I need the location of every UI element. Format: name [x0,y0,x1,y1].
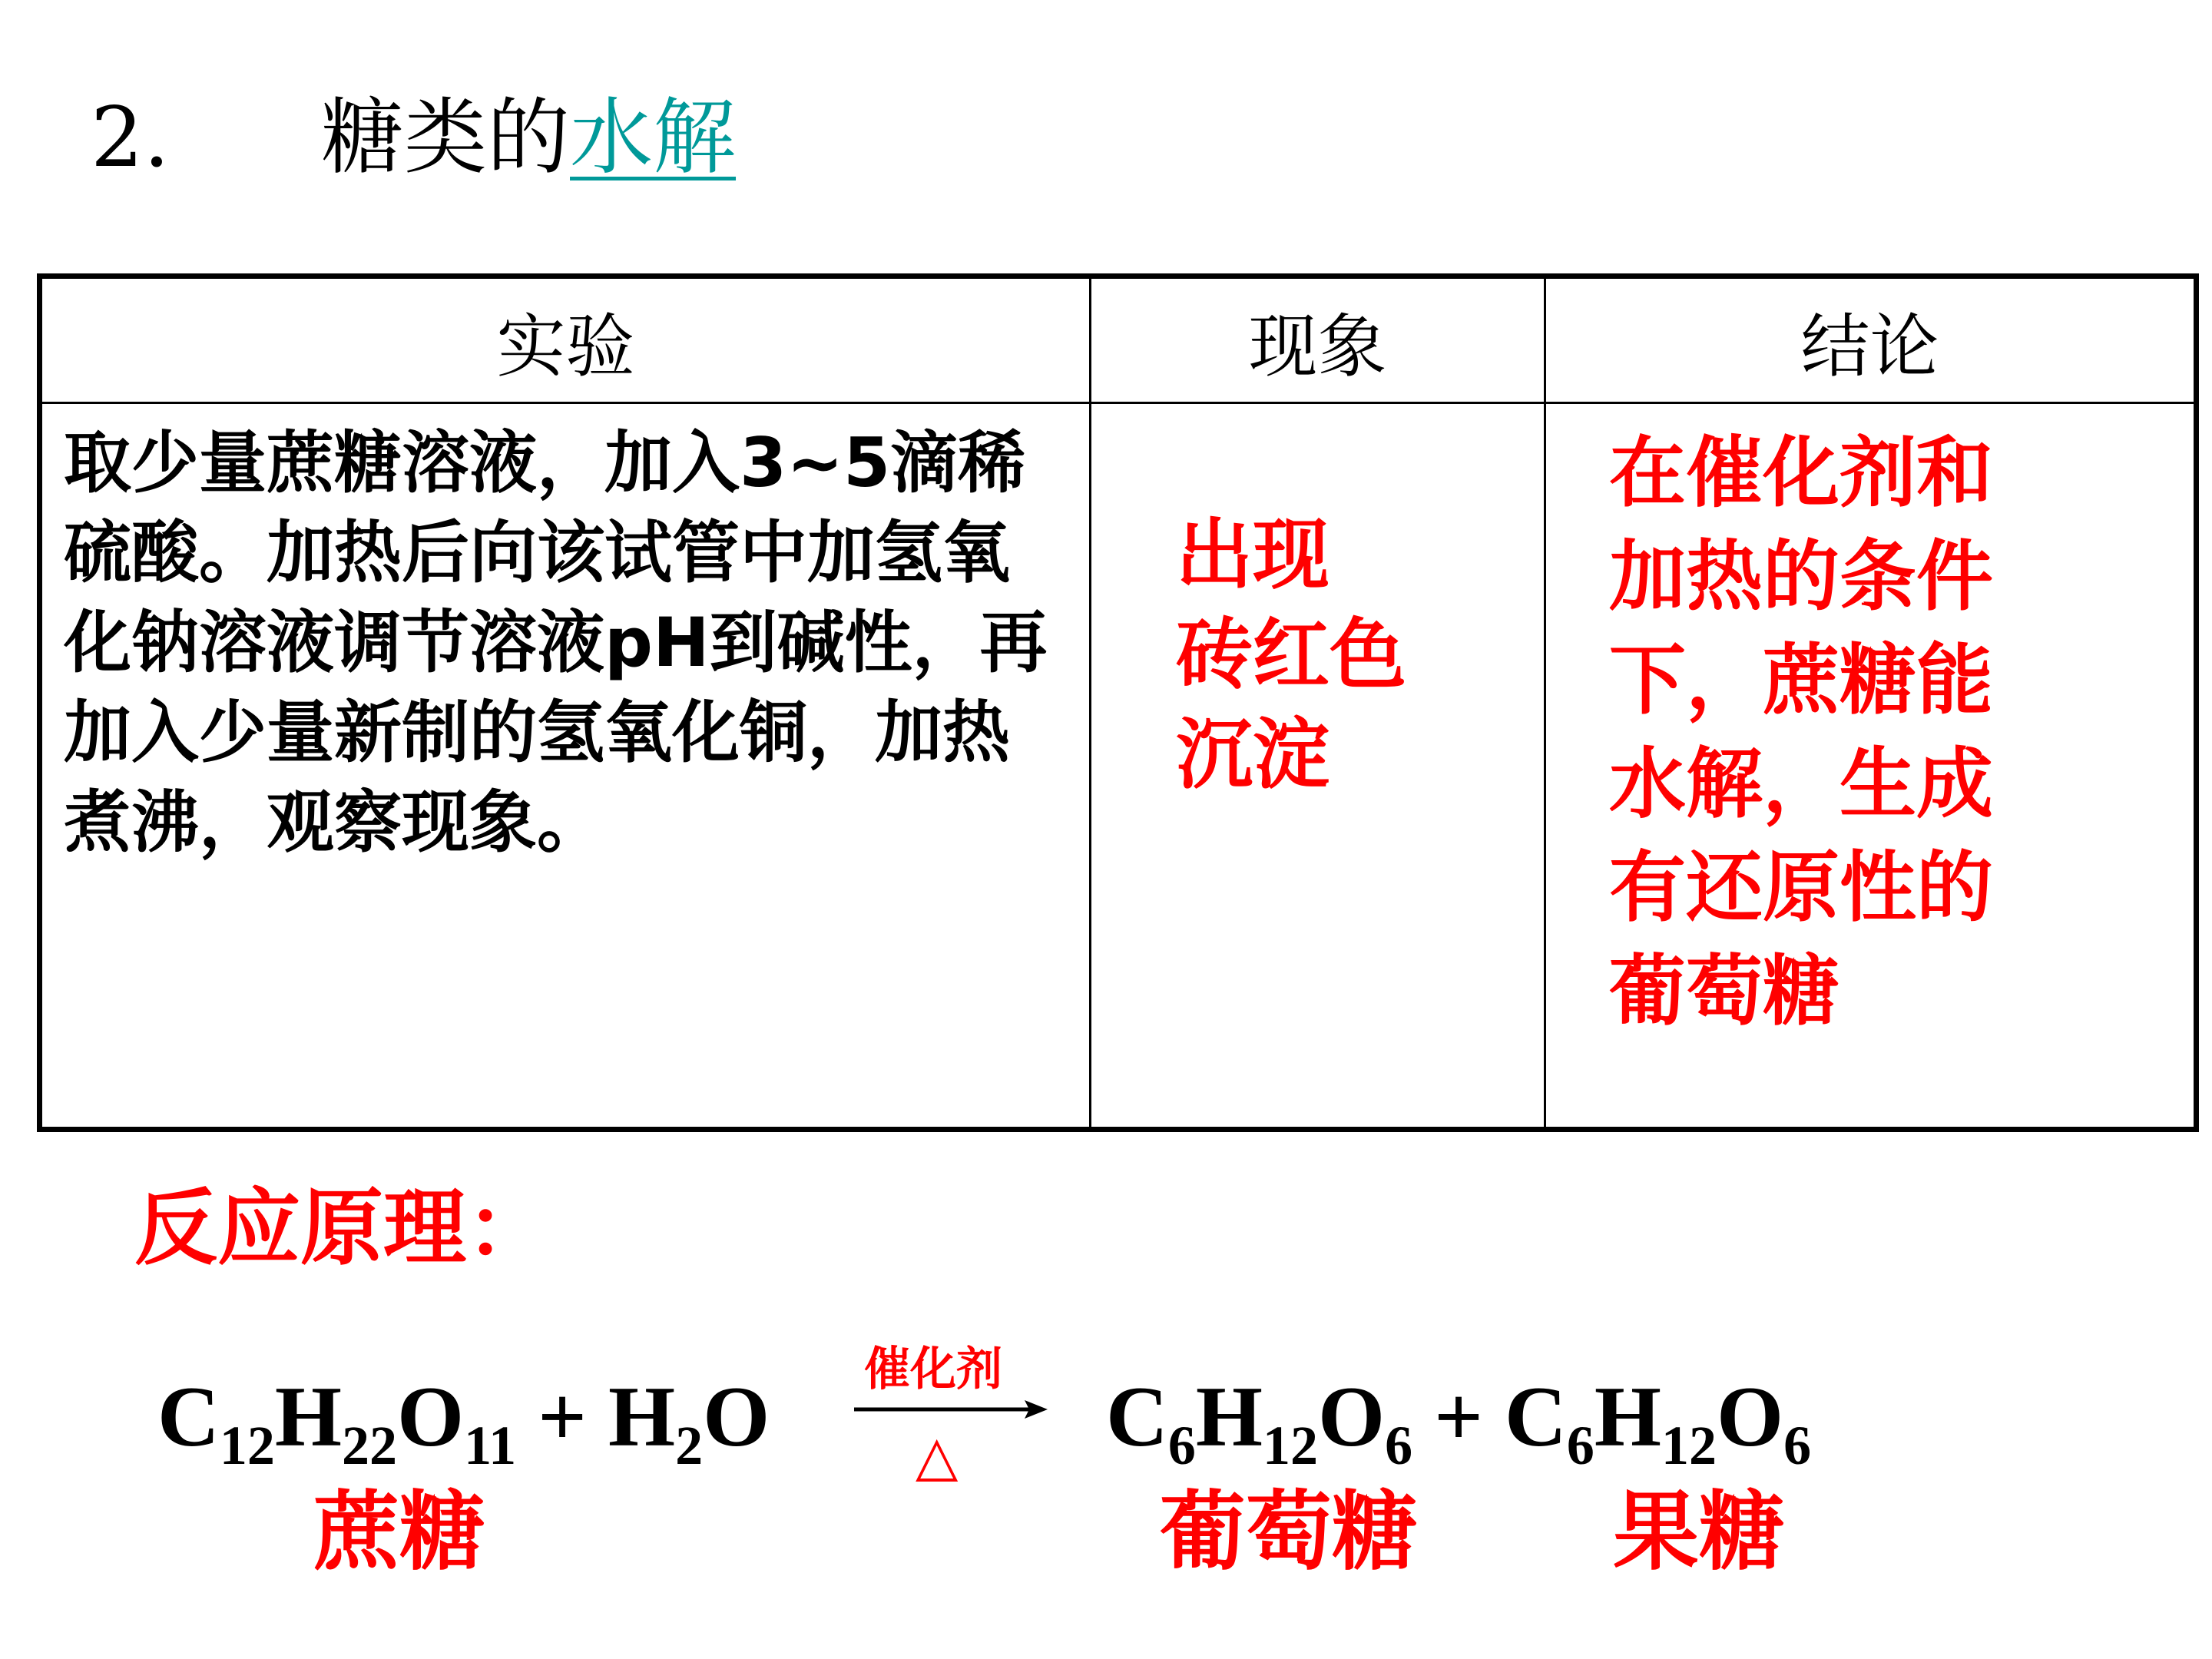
conclusion-line: 下，蔗糖能 [1609,635,1993,725]
conclusion-line: 葡萄糖 [1609,946,1839,1036]
equation-products [1106,1367,1812,1476]
observation-cell [1091,403,1545,1130]
observation-line: 砖红色 [1176,610,1406,700]
header-observation: 现象 [1091,276,1545,403]
conclusion-line: 水解，生成 [1609,739,1993,829]
reaction-arrow-icon [851,1394,1051,1425]
equation-reactants [157,1367,770,1476]
plus-sign: + [516,1369,608,1465]
formula-water: $H_2O$ [608,1369,770,1476]
heat-symbol: △ [916,1423,959,1488]
plus-sign: + [1412,1369,1505,1465]
experiment-table [37,273,2199,1132]
experiment-cell: 取少量蔗糖溶液，加入3~5滴稀硫酸。加热后向该试管中加氢氧化钠溶液调节溶液pH到碱性，再加入少量新制的氢氧化铜，加热煮沸，观察现象。 [40,403,1091,1130]
conclusion-line: 有还原性的 [1609,843,1993,932]
heading-number: 2. [91,90,171,186]
table-header-row [40,276,2197,403]
label-glucose: 葡萄糖 [1160,1482,1418,1582]
heading-text: 糖类的 [321,90,571,186]
observation-line: 出现 [1176,510,1330,600]
conclusion-line: 在催化剂和 [1609,428,1993,518]
reaction-principle-title: 反应原理： [134,1181,550,1277]
observation-text [1176,505,1544,805]
conclusion-line: 加热的条件 [1609,531,1993,621]
hydrolysis-link[interactable]: 水解 [570,90,737,186]
label-sucrose: 蔗糖 [313,1482,485,1582]
header-experiment: 实验 [40,276,1091,403]
observation-line: 沉淀 [1176,710,1330,800]
formula-glucose: $C_6H_{12}O_6$ [1106,1369,1413,1476]
catalyst-label: 催化剂 [864,1343,1002,1396]
header-conclusion: 结论 [1545,276,2197,403]
conclusion-text [1609,421,2047,1043]
formula-sucrose: $C_{12}H_{22}O_{11}$ [157,1369,517,1476]
table-row [40,403,2197,1130]
formula-fructose: $C_6H_{12}O_6$ [1504,1369,1812,1476]
page-heading [91,84,736,192]
label-fructose: 果糖 [1613,1482,1785,1582]
conclusion-cell [1545,403,2197,1130]
